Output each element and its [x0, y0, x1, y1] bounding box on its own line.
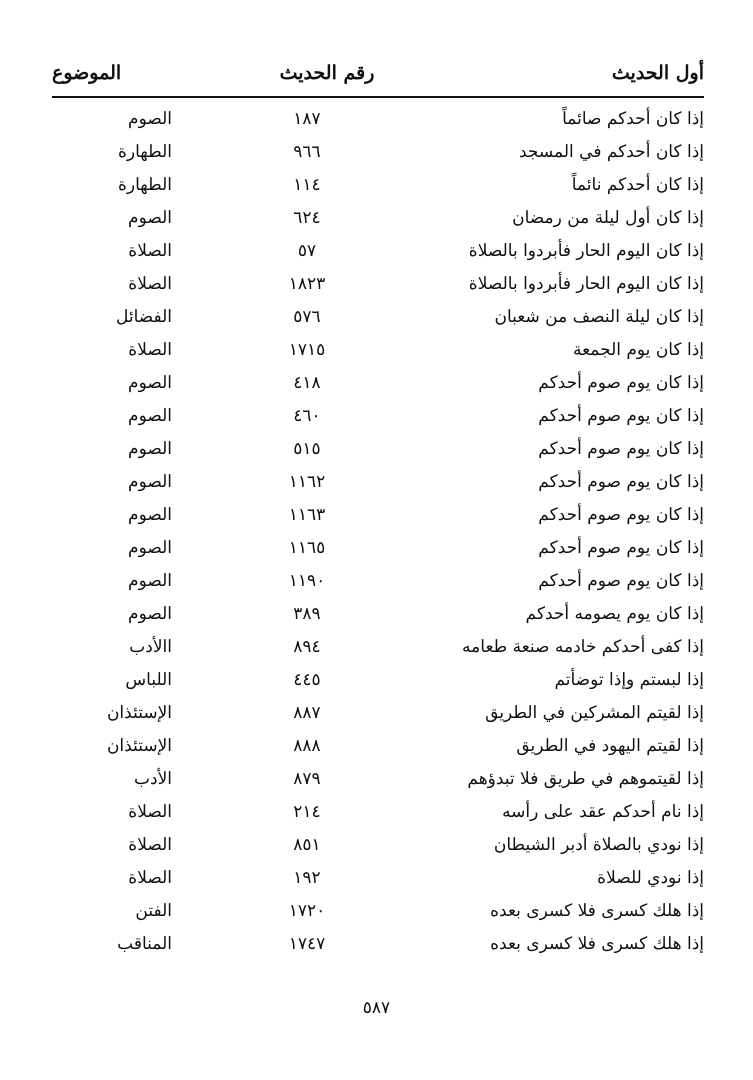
table-row: [52, 268, 704, 301]
hadith-topic: الصوم: [128, 571, 172, 591]
hadith-number: ٤٦٠: [293, 406, 321, 426]
hadith-number: ٢١٤: [293, 802, 321, 822]
hadith-first-words: إذا لقيتم المشركين في الطريق: [485, 703, 704, 723]
hadith-number: ١١٦٢: [288, 472, 326, 492]
hadith-topic: الصوم: [128, 373, 172, 393]
hadith-number: ١١٤: [293, 175, 321, 195]
table-row: [52, 334, 704, 367]
table-row: [52, 565, 704, 598]
table-row: [52, 169, 704, 202]
hadith-first-words: إذا كان اليوم الحار فأبردوا بالصلاة: [468, 274, 704, 294]
hadith-topic: الصوم: [128, 406, 172, 426]
hadith-topic: الصوم: [128, 439, 172, 459]
table-header: [52, 58, 704, 96]
header-hadith-number: رقم الحديث: [279, 62, 375, 84]
table-row: [52, 730, 704, 763]
hadith-topic: الصوم: [128, 472, 172, 492]
hadith-topic: الإستئذان: [106, 736, 172, 756]
hadith-topic: الأدب: [134, 769, 172, 789]
hadith-topic: الصوم: [128, 109, 172, 129]
hadith-first-words: إذا كان يوم صوم أحدكم: [538, 373, 704, 393]
hadith-number: ٤١٨: [293, 373, 321, 393]
hadith-topic: اللباس: [125, 670, 172, 690]
hadith-first-words: إذا كان يوم صوم أحدكم: [538, 472, 704, 492]
table-body: [52, 103, 704, 961]
hadith-first-words: إذا كان يوم صوم أحدكم: [538, 505, 704, 525]
hadith-first-words: إذا كان يوم يصومه أحدكم: [525, 604, 704, 624]
hadith-number: ٣٨٩: [293, 604, 321, 624]
hadith-first-words: إذا كان اليوم الحار فأبردوا بالصلاة: [468, 241, 704, 261]
hadith-topic: الصوم: [128, 208, 172, 228]
hadith-number: ١٨٢٣: [288, 274, 326, 294]
hadith-first-words: إذا كان يوم صوم أحدكم: [538, 538, 704, 558]
hadith-first-words: إذا كان يوم صوم أحدكم: [538, 406, 704, 426]
hadith-topic: الطهارة: [118, 142, 172, 162]
hadith-number: ١٧٢٠: [288, 901, 326, 921]
hadith-number: ١١٦٥: [288, 538, 326, 558]
hadith-number: ١٩٢: [293, 868, 321, 888]
hadith-first-words: إذا كفى أحدكم خادمه صنعة طعامه: [462, 637, 704, 657]
hadith-number: ٨٥١: [293, 835, 321, 855]
hadith-topic: الصلاة: [128, 241, 172, 261]
table-row: [52, 367, 704, 400]
table-row: [52, 136, 704, 169]
table-row: [52, 598, 704, 631]
hadith-first-words: إذا هلك كسرى فلا كسرى بعده: [490, 934, 704, 954]
hadith-topic: االأدب: [129, 637, 172, 657]
hadith-first-words: إذا نودي بالصلاة أدبر الشيطان: [493, 835, 704, 855]
hadith-first-words: إذا لبستم وإذا توضأتم: [554, 670, 704, 690]
hadith-topic: الصوم: [128, 505, 172, 525]
table-row: [52, 301, 704, 334]
hadith-number: ٥٧٦: [293, 307, 321, 327]
table-row: [52, 235, 704, 268]
hadith-topic: الصلاة: [128, 802, 172, 822]
table-row: [52, 499, 704, 532]
hadith-first-words: إذا هلك كسرى فلا كسرى بعده: [490, 901, 704, 921]
hadith-number: ٩٦٦: [293, 142, 321, 162]
hadith-number: ١١٦٣: [288, 505, 326, 525]
hadith-number: ١٨٧: [293, 109, 321, 129]
header-topic: الموضوع: [52, 62, 122, 84]
hadith-first-words: إذا كان أول ليلة من رمضان: [512, 208, 704, 228]
table-row: [52, 928, 704, 961]
hadith-topic: الصلاة: [128, 340, 172, 360]
table-row: [52, 202, 704, 235]
hadith-first-words: إذا لقيتم اليهود في الطريق: [516, 736, 704, 756]
hadith-topic: الصلاة: [128, 835, 172, 855]
hadith-first-words: إذا كان أحدكم في المسجد: [518, 142, 704, 162]
table-row: [52, 400, 704, 433]
hadith-number: ٥٧: [297, 241, 317, 261]
hadith-topic: الصلاة: [128, 274, 172, 294]
table-row: [52, 532, 704, 565]
hadith-first-words: إذا كان أحدكم نائماً: [571, 175, 704, 195]
hadith-number: ١٧١٥: [288, 340, 326, 360]
hadith-first-words: إذا كان أحدكم صائماً: [562, 109, 704, 129]
hadith-first-words: إذا نودي للصلاة: [597, 868, 704, 888]
hadith-topic: الإستئذان: [106, 703, 172, 723]
hadith-topic: المناقب: [117, 934, 172, 954]
table-row: [52, 631, 704, 664]
page-number: ٥٨٧: [362, 998, 391, 1018]
hadith-first-words: إذا كان يوم صوم أحدكم: [538, 439, 704, 459]
hadith-topic: الفتن: [135, 901, 172, 921]
header-rule: [52, 96, 704, 98]
table-row: [52, 796, 704, 829]
hadith-number: ٨٧٩: [293, 769, 321, 789]
table-row: [52, 466, 704, 499]
table-row: [52, 862, 704, 895]
hadith-topic: الصلاة: [128, 868, 172, 888]
hadith-first-words: إذا نام أحدكم عقد على رأسه: [502, 802, 704, 822]
hadith-number: ١٧٤٧: [288, 934, 326, 954]
hadith-number: ٥١٥: [293, 439, 321, 459]
table-row: [52, 895, 704, 928]
table-row: [52, 103, 704, 136]
header-first-words: أول الحديث: [611, 62, 704, 84]
hadith-number: ٨٨٧: [293, 703, 321, 723]
hadith-first-words: إذا كان ليلة النصف من شعبان: [494, 307, 704, 327]
hadith-first-words: إذا لقيتموهم في طريق فلا تبدؤهم: [467, 769, 704, 789]
table-row: [52, 829, 704, 862]
hadith-number: ٤٤٥: [293, 670, 321, 690]
hadith-topic: الصوم: [128, 538, 172, 558]
hadith-first-words: إذا كان يوم الجمعة: [572, 340, 704, 360]
table-row: [52, 433, 704, 466]
hadith-number: ٨٨٨: [293, 736, 321, 756]
hadith-topic: الصوم: [128, 604, 172, 624]
hadith-topic: الفضائل: [115, 307, 172, 327]
table-row: [52, 664, 704, 697]
hadith-topic: الطهارة: [118, 175, 172, 195]
hadith-first-words: إذا كان يوم صوم أحدكم: [538, 571, 704, 591]
hadith-number: ٦٢٤: [293, 208, 321, 228]
hadith-number: ١١٩٠: [288, 571, 326, 591]
table-row: [52, 763, 704, 796]
hadith-number: ٨٩٤: [293, 637, 321, 657]
table-row: [52, 697, 704, 730]
